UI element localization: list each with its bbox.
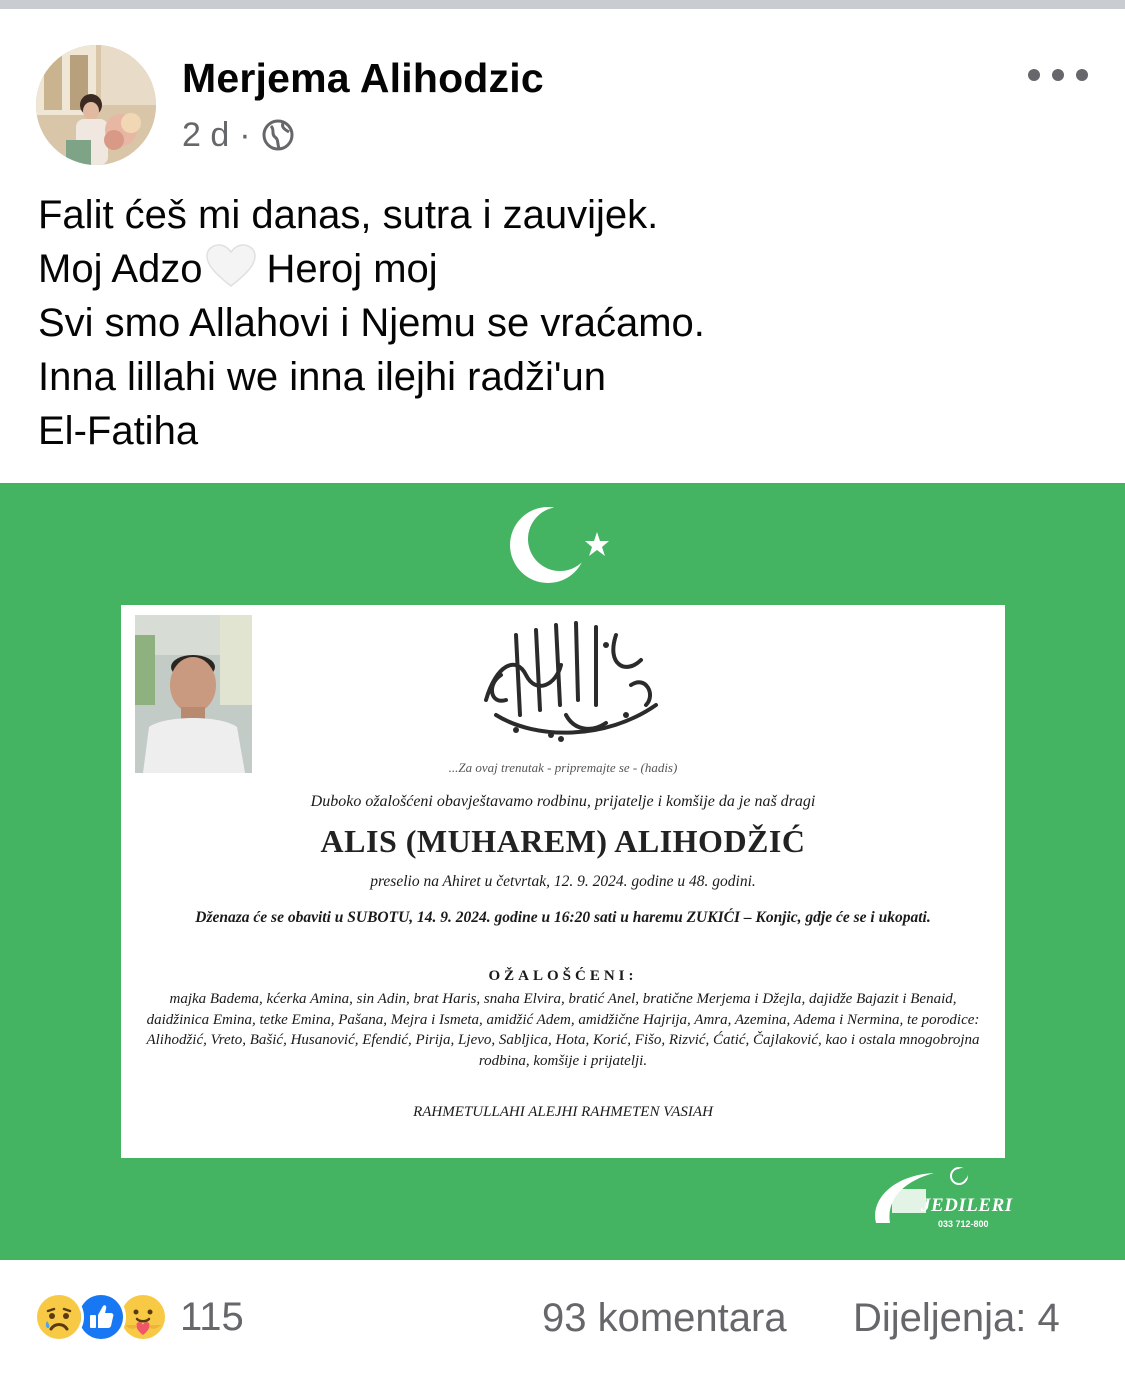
arabic-calligraphy xyxy=(456,605,676,765)
closing-prayer: RAHMETULLAHI ALEJHI RAHMETEN VASIAH xyxy=(413,1104,713,1120)
post-line-part: Heroj moj xyxy=(266,247,438,291)
post-line: Inna lillahi we inna ilejhi radži'un xyxy=(38,355,606,399)
author-name[interactable]: Merjema Alihodzic xyxy=(182,55,544,101)
post-line xyxy=(38,242,1098,296)
sad-reaction-icon xyxy=(34,1292,84,1342)
reaction-count: 115 xyxy=(180,1294,244,1339)
logo-phone: 033 712-800 xyxy=(938,1219,989,1229)
top-divider xyxy=(0,0,1125,9)
logo-text: JEDILERI xyxy=(921,1195,1013,1216)
post-text xyxy=(38,188,1098,458)
post-time[interactable]: 2 d xyxy=(182,115,230,154)
obituary-card xyxy=(121,605,1005,1158)
globe-icon xyxy=(261,118,295,152)
meta-separator: · xyxy=(239,115,251,154)
more-dot xyxy=(1028,69,1040,81)
mourners-title: OŽALOŠĆENI: xyxy=(488,968,638,984)
obituary-intro: Duboko ožalošćeni obavještavamo rodbinu, prijatelje i komšije da je naš dragi xyxy=(310,793,816,810)
mourners-list: majka Badema, kćerka Amina, sin Adin, brat Haris, snaha Elvira, bratić Anel, bratične Merjema i Džejla, dajidže Bajazit i Benaid, daidžinica Emina, tetke Emina, Pašana, Mejra i Ismeta, amidžić Adem, amidžične Hajrija, Amra, Azemina, Adema i Nermina, te porodice: Alihodžić, Vreto, Bašić, Husanović, Efendić, Pirija, Ljevo, Sabljica, Hota, Korić, Fišo, Rizvić, Ćatić, Čajlaković, kao i ostala mnogobrojna rodbina, komšije i prijatelji. xyxy=(146,991,980,1069)
crescent-star-icon xyxy=(508,495,618,595)
shares-count[interactable]: Dijeljenja: 4 xyxy=(853,1296,1060,1340)
post-line-part: Moj Adzo xyxy=(38,247,203,291)
comments-count[interactable]: 93 komentara xyxy=(542,1296,787,1340)
reactions-summary[interactable] xyxy=(34,1292,244,1342)
author-avatar[interactable] xyxy=(36,45,156,165)
avatar-photo xyxy=(36,45,156,165)
more-dot xyxy=(1076,69,1088,81)
post-meta xyxy=(182,113,295,157)
post-line: Svi smo Allahovi i Njemu se vraćamo. xyxy=(38,301,705,345)
deceased-photo xyxy=(135,615,252,773)
more-options-icon[interactable] xyxy=(1028,58,1088,92)
hadis-quote: ...Za ovaj trenutak - pripremajte se - (hadis) xyxy=(448,760,678,775)
more-dot xyxy=(1052,69,1064,81)
deceased-name: ALIS (MUHAREM) ALIHODŽIĆ xyxy=(320,823,806,859)
funeral-details: Dženaza će se obaviti u SUBOTU, 14. 9. 2024. godine u 16:20 sati u haremu ZUKIĆI – Konjic, gdje će se i ukopati. xyxy=(195,909,931,926)
passing-date: preselio na Ahiret u četvrtak, 12. 9. 2024. godine u 48. godini. xyxy=(370,873,756,890)
post-line: Falit ćeš mi danas, sutra i zauvijek. xyxy=(38,193,659,237)
post-line: El-Fatiha xyxy=(38,409,199,453)
white-heart-emoji xyxy=(205,244,257,288)
post-image[interactable] xyxy=(0,483,1125,1260)
